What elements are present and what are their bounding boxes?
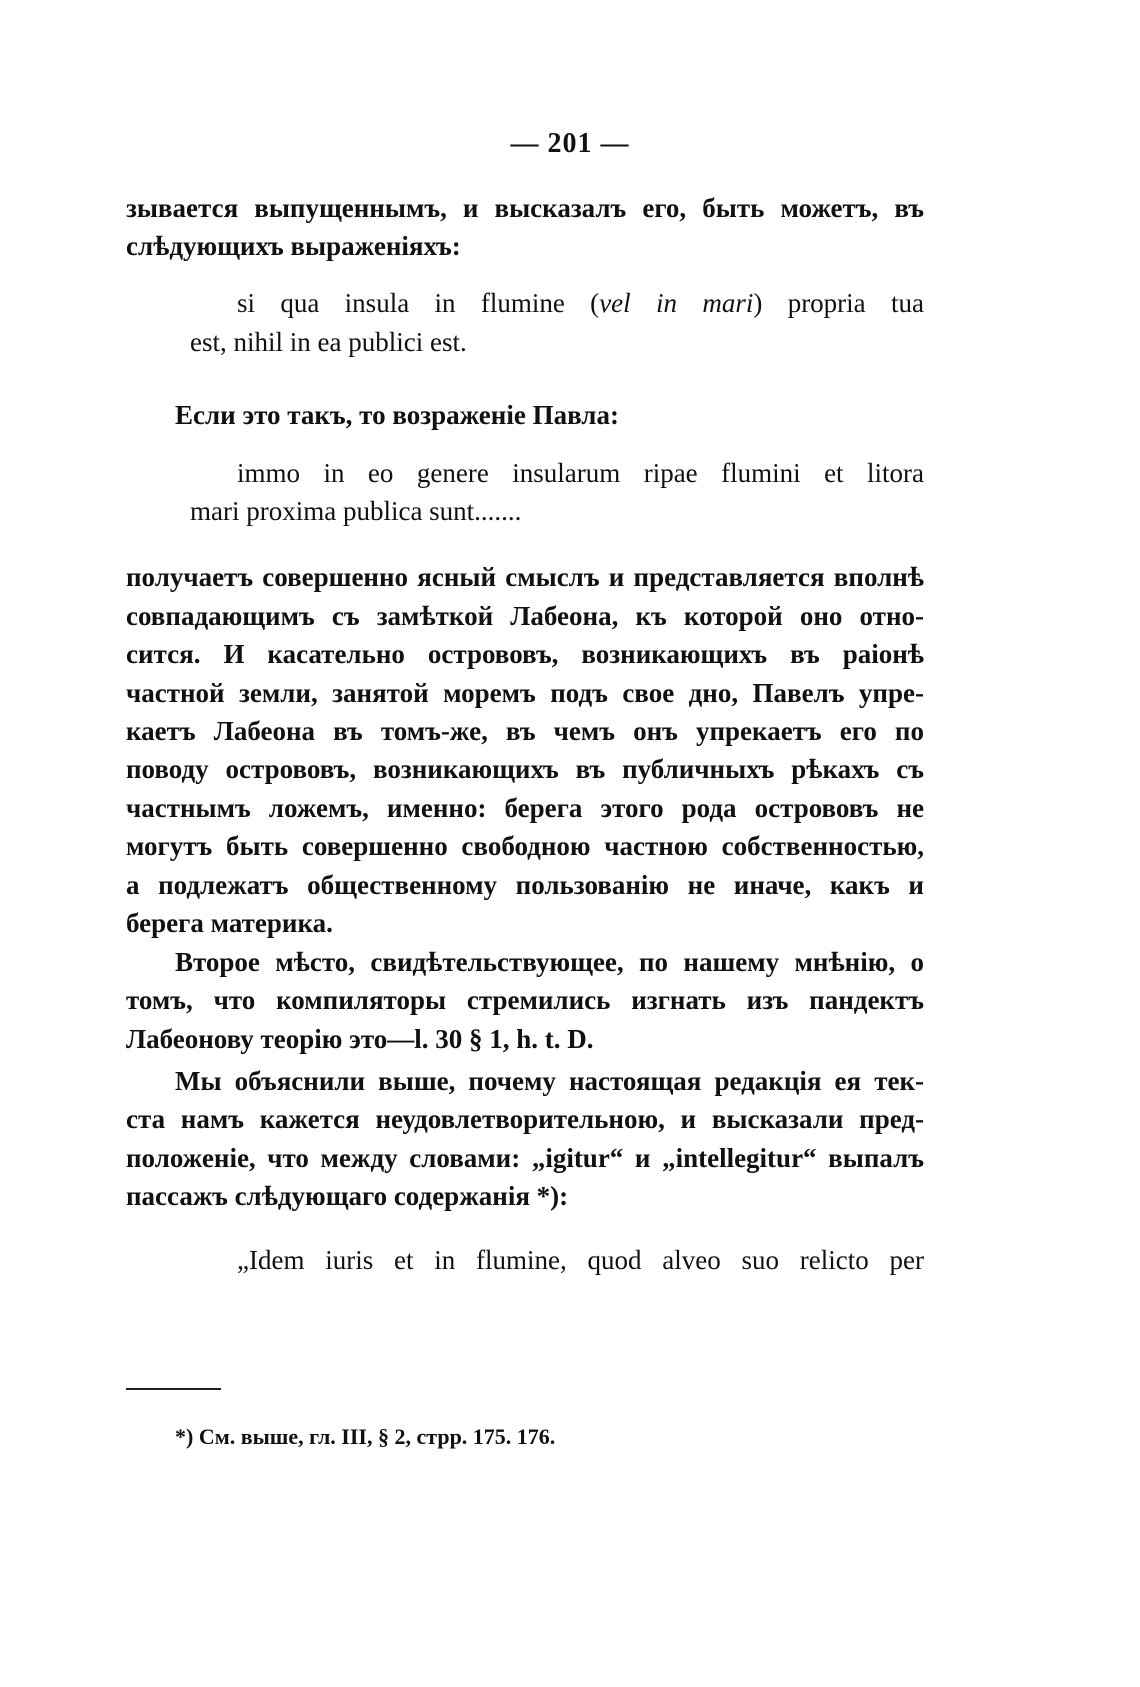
quote-3-line-1: „Idem iuris et in flumine, quod alveo suo relicto per <box>237 1245 924 1275</box>
paragraph-1-line-2: слѣдующихъ выраженіяхъ: <box>126 231 461 261</box>
paragraph-4-line-1: Второе мѣсто, свидѣтельствующее, по нашему мнѣнію, о <box>175 947 924 977</box>
paragraph-3-line-3: сится. И касательно острововъ, возникающихъ въ раіонѣ <box>126 639 924 669</box>
paragraph-3-line-6: поводу острововъ, возникающихъ въ публичныхъ рѣкахъ съ <box>126 754 924 784</box>
quote-1-line-2: est, nihil in ea publici est. <box>190 327 467 357</box>
quote-1-italic: vel in mari <box>599 288 754 318</box>
quote-1-line-1 <box>237 283 924 323</box>
paragraph-3-line-5: каетъ Лабеона въ томъ-же, въ чемъ онъ упрекаетъ его по <box>126 716 924 746</box>
footnote: *) См. выше, гл. III, § 2, стрр. 175. 176. <box>175 1424 556 1449</box>
paragraph-1-line-1: зывается выпущеннымъ, и высказалъ его, быть можетъ, въ <box>126 193 924 223</box>
paragraph-3-line-8: могутъ быть совершенно свободною частною собственностью, <box>126 831 924 861</box>
paragraph-5-line-1: Мы объяснили выше, почему настоящая редакція ея тек- <box>175 1066 924 1096</box>
paragraph-4-line-2: томъ, что компиляторы стремились изгнать изъ пандектъ <box>126 985 924 1015</box>
footnote-divider <box>126 1388 221 1390</box>
quote-1-pre: si qua insula in flumine ( <box>237 288 600 318</box>
paragraph-3-line-9: а подлежатъ общественному пользованію не иначе, какъ и <box>126 870 924 900</box>
page-number: — 201 — <box>510 128 630 159</box>
paragraph-2: Если это такъ, то возраженіе Павла: <box>175 400 619 430</box>
paragraph-3-line-1: получаетъ совершенно ясный смыслъ и представляется вполнѣ <box>126 562 924 592</box>
paragraph-4-line-3: Лабеонову теорію это—l. 30 § 1, h. t. D. <box>126 1024 594 1054</box>
paragraph-3-line-4: частной земли, занятой моремъ подъ свое дно, Павелъ упре- <box>126 678 924 708</box>
paragraph-5-line-3: положеніе, что между словами: „igitur“ и „intellegitur“ выпалъ <box>126 1143 924 1173</box>
paragraph-5-line-2: ста намъ кажется неудовлетворительною, и высказали пред- <box>126 1104 924 1134</box>
quote-2-line-1: immo in eo genere insularum ripae flumini et litora <box>237 458 924 488</box>
paragraph-3-line-2: совпадающимъ съ замѣткой Лабеона, къ которой оно отно- <box>126 601 924 631</box>
paragraph-5-line-4: пассажъ слѣдующаго содержанія *): <box>126 1181 569 1211</box>
paragraph-3-line-10: берега материка. <box>126 908 333 938</box>
paragraph-3-line-7: частнымъ ложемъ, именно: берега этого рода острововъ не <box>126 793 924 823</box>
quote-1-post: ) propria tua <box>753 288 924 318</box>
quote-2-line-2: mari proxima publica sunt....... <box>190 496 522 526</box>
